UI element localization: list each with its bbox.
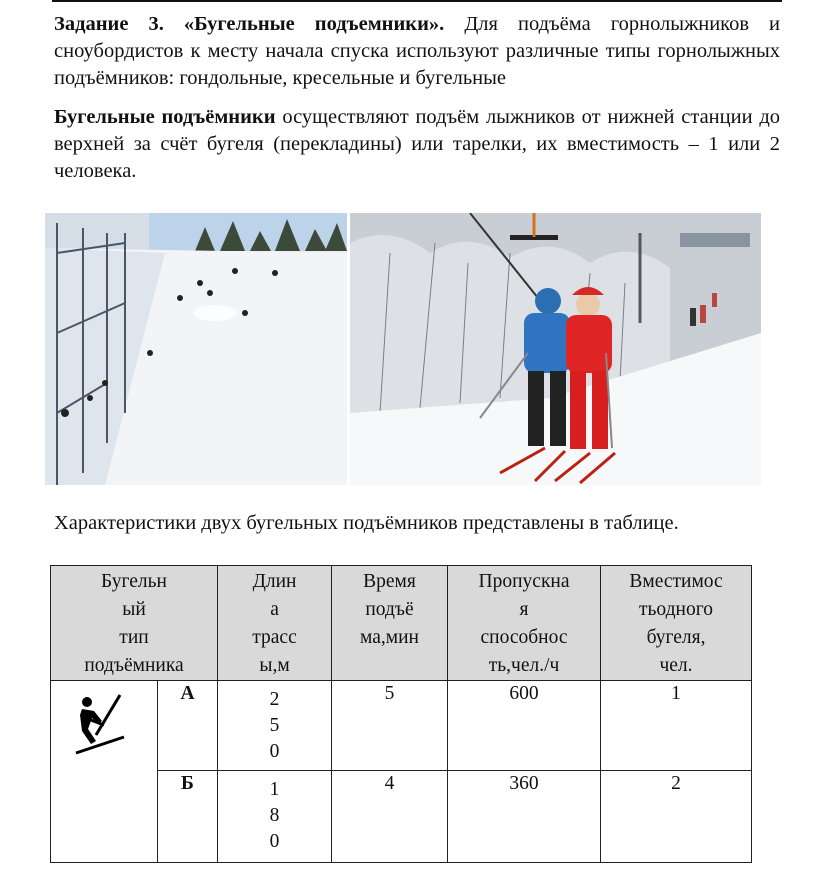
throughput-a: 600 — [448, 681, 601, 771]
definition-paragraph — [54, 104, 780, 185]
two-skiers-on-t-bar-lift-photo — [350, 213, 761, 485]
definition-term: Бугельные подъёмники — [54, 106, 276, 128]
ski-slope-with-t-bar-lift-photo — [45, 213, 347, 485]
capacity-a: 1 — [601, 681, 752, 771]
length-a: 2 5 0 — [218, 681, 332, 771]
capacity-b: 2 — [601, 771, 752, 863]
table-header-row — [51, 566, 752, 681]
task-heading: Задание 3. «Бугельные подъемники». — [54, 13, 445, 35]
t-bar-skier-icon — [51, 681, 158, 863]
row-label-a: А — [158, 681, 218, 771]
header-lift-type: Бугельн ый тип подъёмника — [51, 566, 218, 681]
lift-characteristics-table — [50, 565, 752, 863]
definition-text: осуществляют подъём лыжников от нижней станции до верхней за счёт бугеля (перекладины) или тарелки, их вместимость – 1 или 2 человека. — [54, 106, 781, 182]
length-b: 1 8 0 — [218, 771, 332, 863]
header-throughput: Пропускна я способнос ть,чел./ч — [448, 566, 601, 681]
table-row — [51, 681, 752, 771]
throughput-b: 360 — [448, 771, 601, 863]
task-intro-paragraph — [54, 11, 780, 92]
row-label-b: Б — [158, 771, 218, 863]
time-b: 4 — [332, 771, 448, 863]
top-rule — [52, 0, 782, 2]
time-a: 5 — [332, 681, 448, 771]
header-track-length: Длин а трасс ы,м — [218, 566, 332, 681]
header-capacity: Вместимос тьодного бугеля, чел. — [601, 566, 752, 681]
header-lift-time: Время подъё ма,мин — [332, 566, 448, 681]
table-caption: Характеристики двух бугельных подъёмников представлены в таблице. — [54, 512, 679, 534]
task-intro-text: Для подъёма горнолыжников и сноубордистов к месту начала спуска используют различные типы горнолыжных подъёмников: гондольные, кресельные и бугельные — [54, 13, 781, 89]
